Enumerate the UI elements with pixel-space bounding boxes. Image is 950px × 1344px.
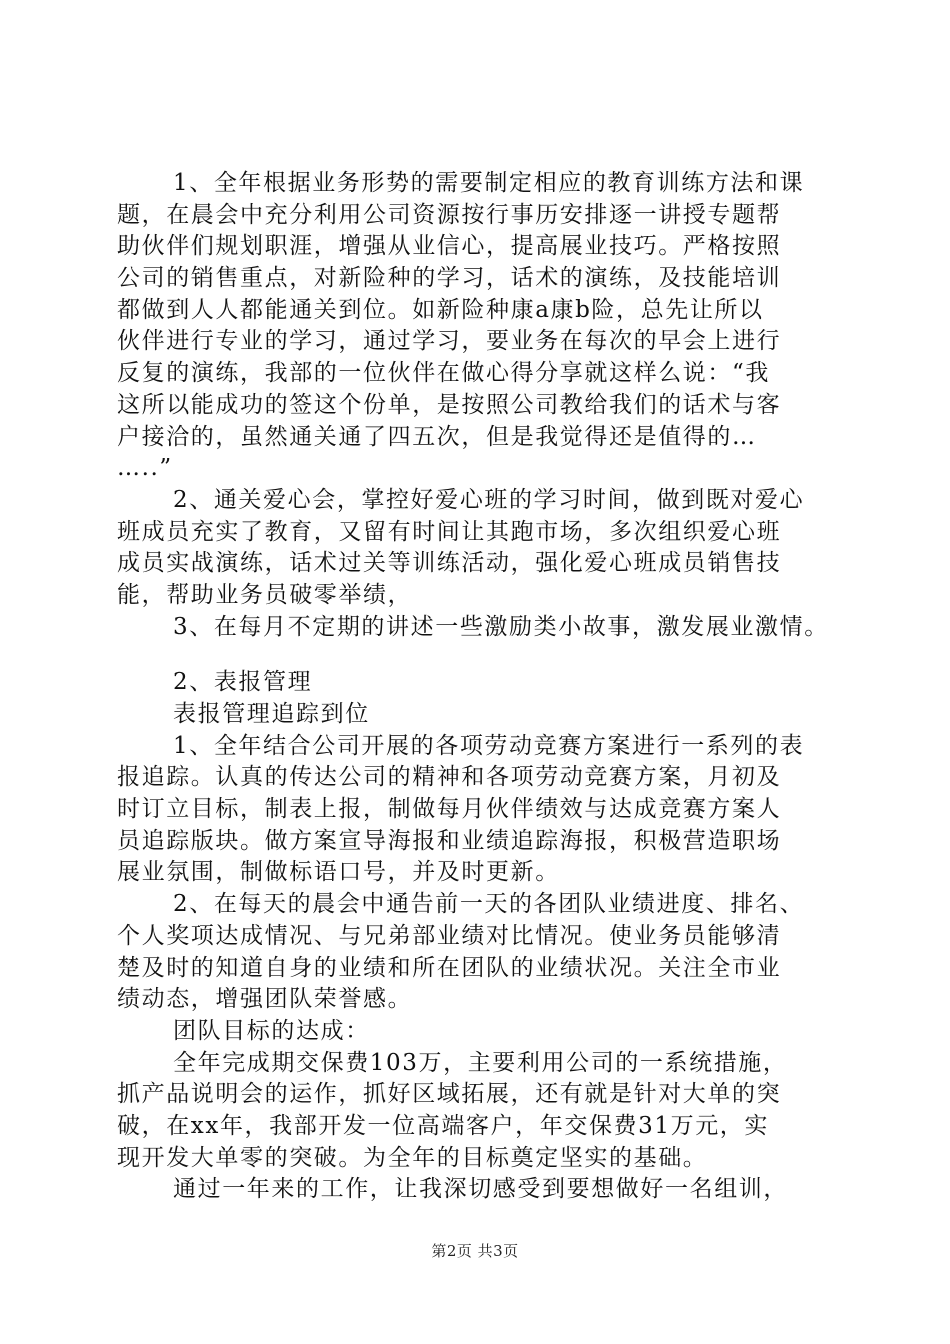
text-line: 反复的演练，我部的一位伙伴在做心得分享就这样么说：“我 [117, 360, 770, 387]
text-line: 时订立目标，制表上报，制做每月伙伴绩效与达成竞赛方案人 [117, 796, 782, 823]
paragraph-love-class [117, 485, 837, 612]
page-number-footer: 第2页 共3页 [431, 1242, 519, 1260]
text-line: 伙伴进行专业的学习，通过学习，要业务在每次的早会上进行 [117, 328, 782, 355]
text-line: 班成员充实了教育，又留有时间让其跑市场，多次组织爱心班 [117, 518, 782, 545]
text-line: 3、在每月不定期的讲述一些激励类小故事，激发展业激情。 [173, 613, 829, 640]
text-line: 2、通关爱心会，掌控好爱心班的学习时间，做到既对爱心 [173, 486, 805, 513]
paragraph-report-tracking [117, 731, 837, 889]
text-line: 助伙伴们规划职涯，增强从业信心，提高展业技巧。严格按照 [117, 233, 782, 260]
text-line: 2、在每天的晨会中通告前一天的各团队业绩进度、排名、 [173, 891, 805, 918]
document-body [117, 168, 837, 1206]
text-line: 成员实战演练，话术过关等训练活动，强化爱心班成员销售技 [117, 550, 782, 577]
subsection-heading: 表报管理追踪到位 [173, 701, 370, 727]
text-line: 楚及时的知道自身的业绩和所在团队的业绩状况。关注全市业 [117, 954, 782, 981]
paragraph-training-methods [117, 168, 837, 485]
text-line: 都做到人人都能通关到位。如新险种康a康b险，总先让所以 [117, 296, 764, 323]
text-line: 1、全年结合公司开展的各项劳动竞赛方案进行一系列的表 [173, 732, 805, 759]
text-line: 员追踪版块。做方案宣导海报和业绩追踪海报，积极营造职场 [117, 827, 782, 854]
text-line: 1、全年根据业务形势的需要制定相应的教育训练方法和课 [173, 170, 805, 196]
text-line: 破，在xx年，我部开发一位高端客户，年交保费31万元，实 [117, 1112, 770, 1139]
text-line: 个人奖项达成情况、与兄弟部业绩对比情况。使业务员能够清 [117, 922, 782, 949]
section-heading: 2、表报管理 [173, 669, 313, 696]
text-line: 这所以能成功的签这个份单，是按照公司教给我们的话术与客 [117, 391, 782, 418]
text-line: …..” [117, 455, 173, 482]
text-line: 通过一年来的工作，让我深切感受到要想做好一名组训， [173, 1176, 788, 1203]
text-line: 现开发大单零的突破。为全年的目标奠定坚实的基础。 [117, 1144, 708, 1171]
text-line: 抓产品说明会的运作，抓好区域拓展，还有就是针对大单的突 [117, 1081, 782, 1108]
text-line: 展业氛围，制做标语口号，并及时更新。 [117, 859, 560, 886]
paragraph-gap [117, 643, 837, 667]
text-line: 全年完成期交保费103万，主要利用公司的一系统措施， [173, 1049, 788, 1076]
paragraph-morning-report [117, 889, 837, 1016]
text-line: 能，帮助业务员破零举绩， [117, 581, 413, 608]
text-line: 户接洽的，虽然通关通了四五次，但是我觉得还是值得的… [117, 423, 757, 450]
text-line: 绩动态，增强团队荣誉感。 [117, 986, 413, 1013]
paragraph-conclusion [117, 1174, 837, 1206]
text-line: 公司的销售重点，对新险种的学习，话术的演练，及技能培训 [117, 265, 782, 292]
subsection-heading: 团队目标的达成： [173, 1017, 370, 1044]
text-line: 报追踪。认真的传达公司的精神和各项劳动竞赛方案，月初及 [117, 764, 782, 791]
paragraph-team-goal [117, 1048, 837, 1175]
paragraph-stories [117, 612, 837, 644]
text-line: 题，在晨会中充分利用公司资源按行事历安排逐一讲授专题帮 [117, 201, 782, 228]
